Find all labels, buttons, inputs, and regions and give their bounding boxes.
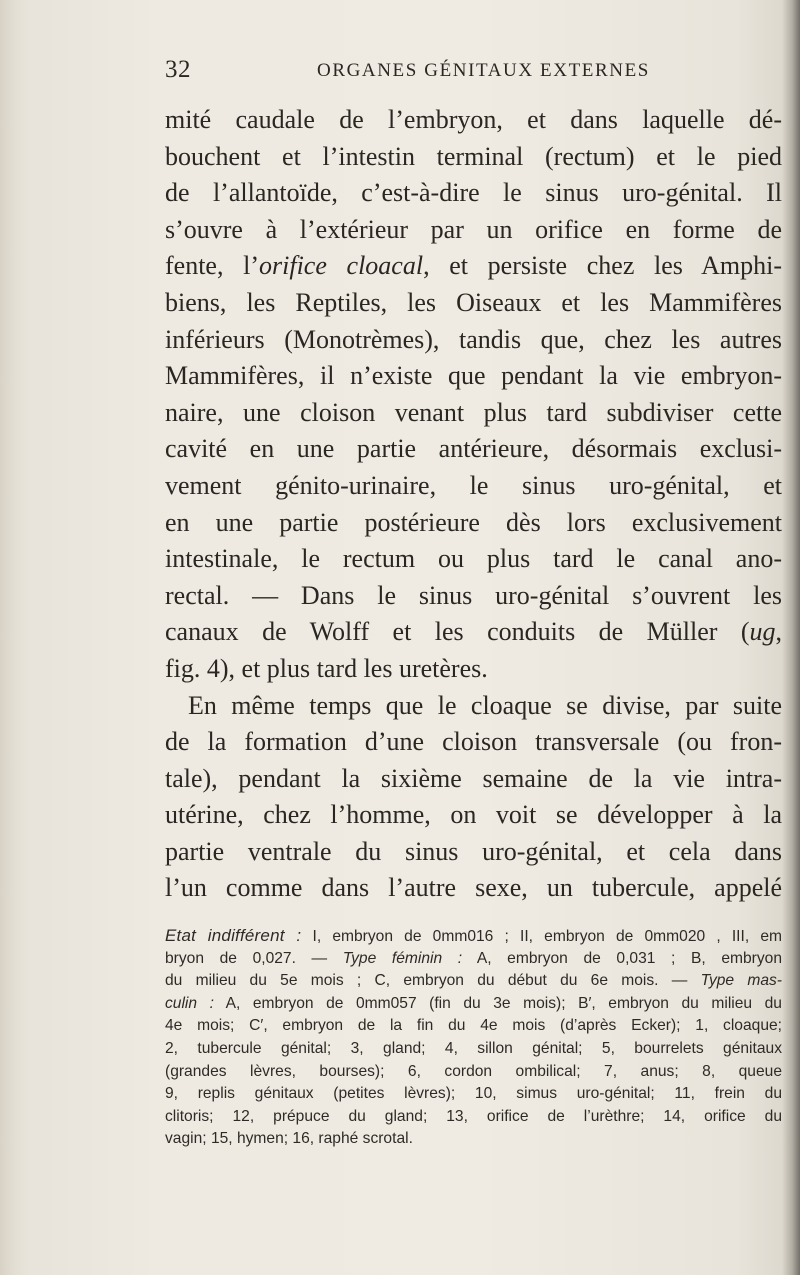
page-number: 32 xyxy=(165,56,191,83)
caption-line xyxy=(165,970,782,993)
text-line: inférieurs (Monotrèmes), tandis que, chez les autres xyxy=(165,324,782,354)
caption-label: Type féminin : xyxy=(342,949,463,967)
text-line: intestinale, le rectum ou plus tard le canal ano- xyxy=(165,544,782,574)
caption-line: 4e mois; C′, embryon de la fin du 4e mois (d’après Ecker); 1, cloaque; xyxy=(165,1017,782,1035)
page-spine-shadow xyxy=(782,0,800,1275)
page-header xyxy=(165,56,785,92)
caption-line: 2, tubercule génital; 3, gland; 4, sillon génital; 5, bourrelets génitaux xyxy=(165,1039,782,1057)
body-text xyxy=(165,102,782,907)
text-line: l’un comme dans l’autre sexe, un tubercule, appelé xyxy=(165,873,782,903)
figure-caption xyxy=(165,925,782,1151)
text-line xyxy=(165,248,782,285)
text-line: mité caudale de l’embryon, et dans laquelle dé- xyxy=(165,105,782,134)
text-line: en une partie postérieure dès lors exclusivement xyxy=(165,507,782,537)
text-line: bouchent et l’intestin terminal (rectum) et le pied xyxy=(165,141,782,171)
text-line: tale), pendant la sixième semaine de la vie intra- xyxy=(165,763,782,793)
running-title: ORGANES GÉNITAUX EXTERNES xyxy=(317,60,650,81)
caption-line xyxy=(165,948,782,971)
text-line: vement génito-urinaire, le sinus uro-génital, et xyxy=(165,470,782,500)
text-fragment: canaux de Wolff et les conduits de Müller ( xyxy=(165,617,750,647)
text-fragment: fente, l’ xyxy=(165,251,260,281)
page-left-edge xyxy=(0,0,26,1275)
text-line: cavité en une partie antérieure, désormais exclusi- xyxy=(165,434,782,464)
caption-label: Type mas- xyxy=(700,972,782,990)
text-line: de l’allantoïde, c’est-à-dire le sinus uro-génital. Il xyxy=(165,178,782,208)
caption-line: clitoris; 12, prépuce du gland; 13, orifice de l’urèthre; 14, orifice du xyxy=(165,1107,782,1125)
text-line: s’ouvre à l’extérieur par un orifice en forme de xyxy=(165,214,782,244)
caption-line xyxy=(165,925,782,948)
text-line: de la formation d’une cloison transversale (ou fron- xyxy=(165,727,782,757)
caption-line xyxy=(165,993,782,1016)
caption-fragment: I, embryon de 0mm016 ; II, embryon de 0mm020 , III, em xyxy=(301,928,782,945)
caption-line: (grandes lèvres, bourses); 6, cordon ombilical; 7, anus; 8, queue xyxy=(165,1062,782,1080)
text-line: biens, les Reptiles, les Oiseaux et les Mammifères xyxy=(165,287,782,317)
caption-fragment: du milieu du 5e mois ; C, embryon du début du 6e mois. — xyxy=(165,972,701,990)
text-line: naire, une cloison venant plus tard subdiviser cette xyxy=(165,397,782,427)
italic-term: orifice cloacal xyxy=(259,251,424,281)
text-fragment: , et persiste chez les Amphi- xyxy=(423,251,782,281)
text-line: rectal. — Dans le sinus uro-génital s’ouvrent les xyxy=(165,580,782,610)
text-line: Mammifères, il n’existe que pendant la vie embryon- xyxy=(165,361,782,391)
caption-fragment: bryon de 0,027. — xyxy=(165,949,343,967)
caption-fragment: A, embryon de 0,031 ; B, embryon xyxy=(462,949,782,967)
text-line: fig. 4), et plus tard les uretères. xyxy=(165,653,488,683)
caption-label: Etat indifférent : xyxy=(165,926,302,945)
text-line xyxy=(165,614,782,651)
caption-line: vagin; 15, hymen; 16, raphé scrotal. xyxy=(165,1130,413,1148)
caption-label: culin : xyxy=(165,994,214,1012)
caption-fragment: A, embryon de 0mm057 (fin du 3e mois); B′, embryon du milieu du xyxy=(213,994,782,1012)
text-line: partie ventrale du sinus uro-génital, et cela dans xyxy=(165,836,782,866)
text-line: En même temps que le cloaque se divise, par suite xyxy=(188,690,782,720)
text-fragment: , xyxy=(775,617,782,647)
italic-term: ug xyxy=(749,617,776,647)
text-line: utérine, chez l’homme, on voit se développer à la xyxy=(165,800,782,830)
caption-line: 9, replis génitaux (petites lèvres); 10, simus uro-génital; 11, frein du xyxy=(165,1085,782,1103)
